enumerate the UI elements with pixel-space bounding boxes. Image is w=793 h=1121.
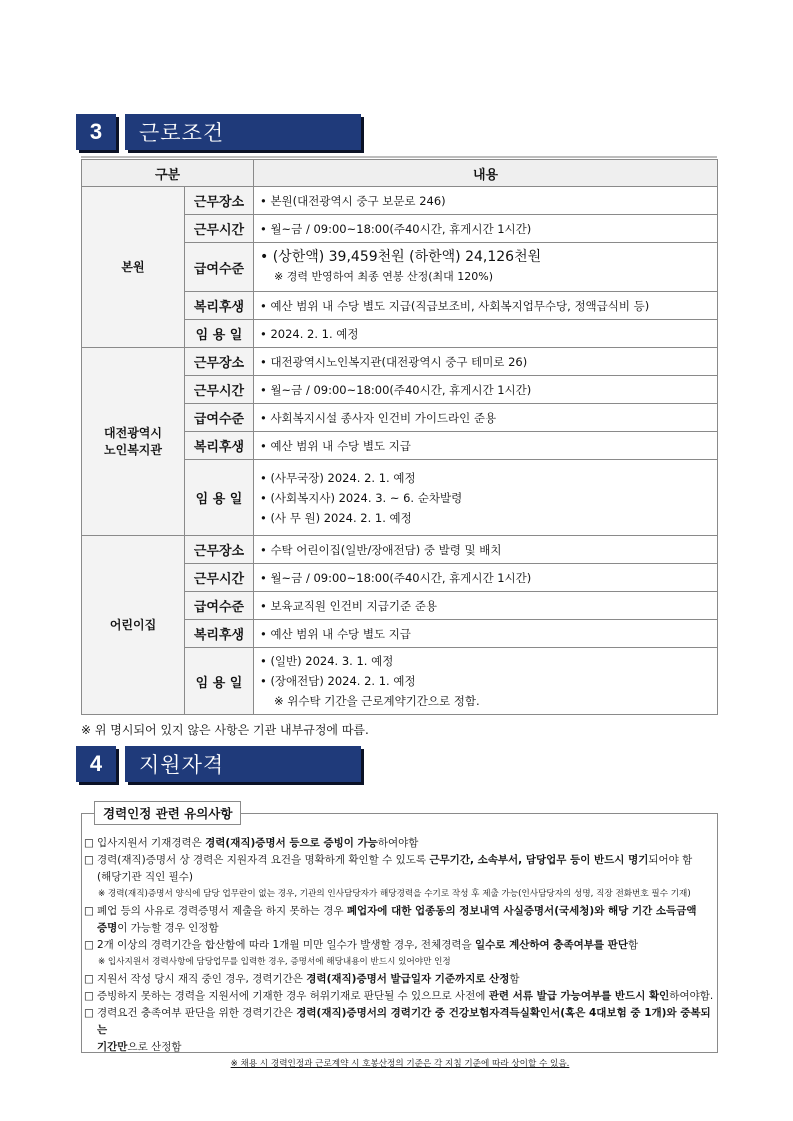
row-label: 근무장소 bbox=[185, 187, 254, 215]
row-label: 임 용 일 bbox=[185, 320, 254, 348]
checkbox-icon: □ bbox=[84, 905, 94, 917]
value-line: • (일반) 2024. 3. 1. 예정 bbox=[260, 654, 394, 668]
section-title: 근로조건 bbox=[125, 114, 361, 150]
row-label: 복리후생 bbox=[185, 620, 254, 648]
org-name: 어린이집 bbox=[82, 536, 185, 715]
section-title: 지원자격 bbox=[125, 746, 361, 782]
footnote: ※ 위 명시되어 있지 않은 사항은 기관 내부규정에 따름. bbox=[81, 723, 369, 737]
row-label: 근무장소 bbox=[185, 536, 254, 564]
table-row bbox=[82, 187, 718, 215]
row-value: • 예산 범위 내 수당 별도 지급 bbox=[254, 620, 718, 648]
row-value: • 월~금 / 09:00~18:00(주40시간, 휴게시간 1시간) bbox=[254, 376, 718, 404]
checkbox-icon: □ bbox=[84, 1007, 94, 1019]
item-text: 2개 이상의 경력기간을 합산함에 따라 1개월 미만 일수가 발생할 경우, 전체경력을 일수로 계산하여 충족여부를 판단함 bbox=[97, 939, 639, 951]
work-conditions-table bbox=[81, 159, 718, 715]
value-line: • (장애전담) 2024. 2. 1. 예정 bbox=[260, 674, 416, 688]
row-label: 근무시간 bbox=[185, 215, 254, 243]
list-item bbox=[84, 835, 716, 852]
divider bbox=[81, 156, 717, 158]
section-3-header bbox=[76, 114, 361, 154]
org-name bbox=[82, 348, 185, 536]
checkbox-icon: □ bbox=[84, 939, 94, 951]
org-name-line: 대전광역시 bbox=[104, 425, 162, 440]
item-text: 입사지원서 기재경력은 경력(재직)증명서 등으로 증빙이 가능하여야함 bbox=[97, 837, 419, 849]
row-value bbox=[254, 648, 718, 715]
box-legend: 경력인정 관련 유의사항 bbox=[94, 801, 241, 825]
value-line: • (사 무 원) 2024. 2. 1. 예정 bbox=[260, 510, 412, 525]
checkbox-icon: □ bbox=[84, 837, 94, 849]
table-row bbox=[82, 536, 718, 564]
row-value: • 월~금 / 09:00~18:00(주40시간, 휴게시간 1시간) bbox=[254, 564, 718, 592]
section-number: 3 bbox=[76, 114, 116, 150]
row-label: 급여수준 bbox=[185, 243, 254, 292]
table-row bbox=[82, 348, 718, 376]
salary-note: ※ 경력 반영하여 최종 연봉 산정(최대 120%) bbox=[274, 270, 493, 283]
row-value: • 예산 범위 내 수당 별도 지급(직급보조비, 사회복지업무수당, 정액급식비 등) bbox=[254, 292, 718, 320]
checkbox-icon: □ bbox=[84, 973, 94, 985]
value-line: • (사무국장) 2024. 2. 1. 예정 bbox=[260, 470, 416, 485]
item-text: 증빙하지 못하는 경력을 지원서에 기재한 경우 허위기재로 판단될 수 있으므로 사전에 관련 서류 발급 가능여부를 반드시 확인하여야함. bbox=[97, 990, 714, 1002]
notes-list bbox=[84, 835, 716, 1073]
list-item bbox=[84, 903, 716, 920]
row-label: 임 용 일 bbox=[185, 648, 254, 715]
row-label: 급여수준 bbox=[185, 592, 254, 620]
item-continuation: (해당기관 직인 필수) bbox=[97, 871, 194, 883]
row-value: • 수탁 어린이집(일반/장애전담) 중 발령 및 배치 bbox=[254, 536, 718, 564]
list-item bbox=[84, 937, 716, 954]
org-name-line: 노인복지관 bbox=[104, 442, 162, 457]
row-label: 복리후생 bbox=[185, 292, 254, 320]
item-text: 경력요건 충족여부 판단을 위한 경력기간은 경력(재직)증명서의 경력기간 중 건강보험자격득실확인서(혹은 4대보험 중 1개)와 중복되는 bbox=[97, 1007, 711, 1036]
org-name: 본원 bbox=[82, 187, 185, 348]
row-value: • 대전광역시노인복지관(대전광역시 중구 테미로 26) bbox=[254, 348, 718, 376]
row-label: 급여수준 bbox=[185, 404, 254, 432]
header-content: 내용 bbox=[254, 160, 718, 187]
list-item bbox=[84, 988, 716, 1005]
row-value: • 2024. 2. 1. 예정 bbox=[254, 320, 718, 348]
list-item bbox=[84, 1005, 716, 1039]
value-line: • (사회복지사) 2024. 3. ~ 6. 순차발령 bbox=[260, 490, 463, 505]
salary-range: • (상한액) 39,459천원 (하한액) 24,126천원 bbox=[260, 249, 542, 265]
section-number: 4 bbox=[76, 746, 116, 782]
item-note: ※ 경력(재직)증명서 양식에 담당 업무란이 없는 경우, 기관의 인사담당자가 해당경력을 수기로 작성 후 제출 가능(인사담당자의 성명, 직장 전화번호 필수 기재) bbox=[98, 889, 691, 899]
row-label: 근무시간 bbox=[185, 564, 254, 592]
section-4-header bbox=[76, 746, 361, 786]
item-text: 지원서 작성 당시 재직 중인 경우, 경력기간은 경력(재직)증명서 발급일자 기준까지로 산정함 bbox=[97, 973, 520, 985]
table-header-row bbox=[82, 160, 718, 187]
row-value: • 월~금 / 09:00~18:00(주40시간, 휴게시간 1시간) bbox=[254, 215, 718, 243]
row-value: • 본원(대전광역시 중구 보문로 246) bbox=[254, 187, 718, 215]
value-note: ※ 위수탁 기간을 근로계약기간으로 정함. bbox=[274, 694, 480, 708]
header-category: 구분 bbox=[82, 160, 254, 187]
row-label: 근무시간 bbox=[185, 376, 254, 404]
item-continuation: 기간만으로 산정함 bbox=[97, 1041, 182, 1053]
item-text: 폐업 등의 사유로 경력증명서 제출을 하지 못하는 경우 폐업자에 대한 업종동의 정보내역 사실증명서(국세청)와 해당 기간 소득금액 bbox=[97, 905, 697, 917]
row-value bbox=[254, 243, 718, 292]
row-label: 복리후생 bbox=[185, 432, 254, 460]
row-value: • 사회복지시설 종사자 인건비 가이드라인 준용 bbox=[254, 404, 718, 432]
row-value bbox=[254, 460, 718, 536]
row-value: • 예산 범위 내 수당 별도 지급 bbox=[254, 432, 718, 460]
bottom-note: ※ 채용 시 경력인정과 근로계약 시 호봉산정의 기준은 각 지침 기준에 따라 상이할 수 있음. bbox=[230, 1059, 570, 1069]
row-label: 근무장소 bbox=[185, 348, 254, 376]
item-note: ※ 입사지원서 경력사항에 담당업무를 입력한 경우, 증명서에 해당내용이 반드시 있어야만 인정 bbox=[98, 957, 451, 967]
item-continuation: 증명이 가능할 경우 인정함 bbox=[97, 922, 219, 934]
row-value: • 보육교직원 인건비 지급기준 준용 bbox=[254, 592, 718, 620]
checkbox-icon: □ bbox=[84, 854, 94, 866]
checkbox-icon: □ bbox=[84, 990, 94, 1002]
item-text: 경력(재직)증명서 상 경력은 지원자격 요건을 명확하게 확인할 수 있도록 근무기간, 소속부서, 담당업무 등이 반드시 명기되어야 함 bbox=[97, 854, 693, 866]
list-item bbox=[84, 852, 716, 869]
row-label: 임 용 일 bbox=[185, 460, 254, 536]
list-item bbox=[84, 971, 716, 988]
